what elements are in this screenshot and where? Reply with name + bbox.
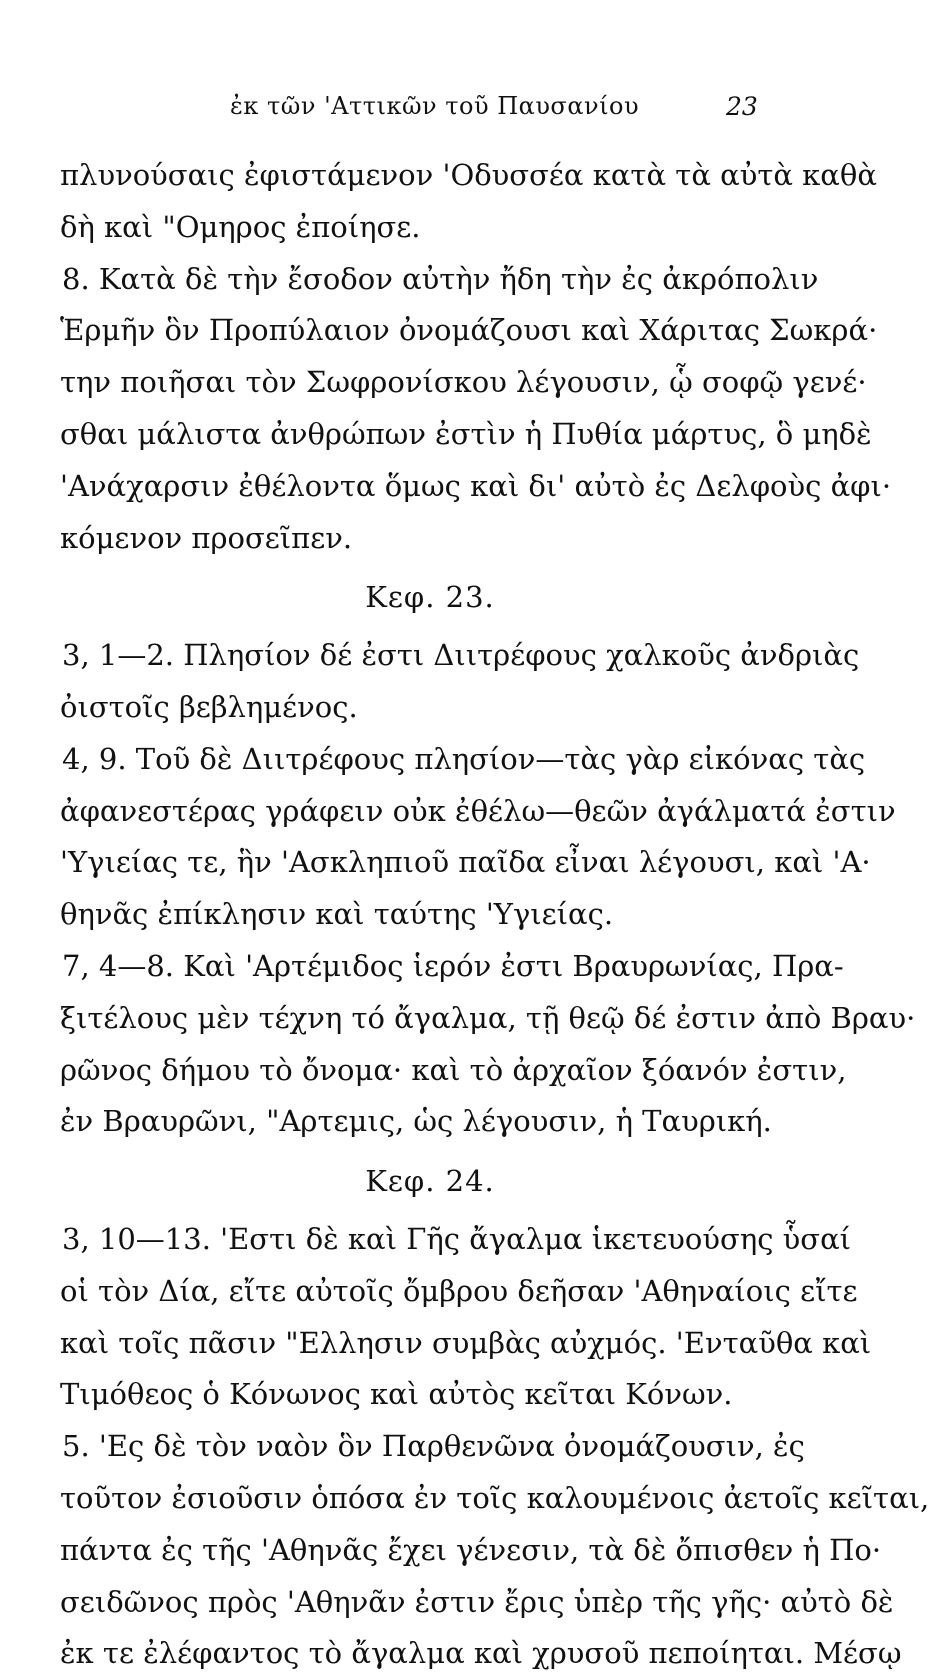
text-line: σειδῶνος πρὸς 'Αθηνᾶν ἐστιν ἔρις ὑπὲρ τῆς γῆς· αὐτὸ δὲ: [60, 1584, 894, 1619]
chapter-heading: Κεφ. 23.: [365, 580, 495, 615]
text-line: τοῦτον ἐσιοῦσιν ὁπόσα ἐν τοῖς καλουμένοις ἀετοῖς κεῖται,: [60, 1480, 929, 1515]
text-line: ἐκ τε ἐλέφαντος τὸ ἄγαλμα καὶ χρυσοῦ πεποίηται. Μέσῳ: [60, 1636, 902, 1671]
text-line: ρῶνος δήμου τὸ ὄνομα· καὶ τὸ ἀρχαῖον ξόανόν ἐστιν,: [60, 1052, 847, 1087]
text-line: Τιμόθεος ὁ Κόνωνος καὶ αὐτὸς κεῖται Κόνων.: [60, 1377, 733, 1412]
text-line: καὶ τοῖς πᾶσιν "Ελλησιν συμβὰς αὐχμός. 'Ενταῦθα καὶ: [60, 1325, 872, 1360]
text-line: ὀιστοῖς βεβλημένος.: [60, 689, 358, 724]
text-line: 8. Κατὰ δὲ τὴν ἔσοδον αὐτὴν ἤδη τὴν ἐς ἀκρόπολιν: [62, 261, 819, 296]
text-line: 3, 1—2. Πλησίον δέ ἐστι Διιτρέφους χαλκοῦς ἀνδριὰς: [62, 638, 860, 673]
text-line: 'Υγιείας τε, ἣν 'Ασκληπιοῦ παῖδα εἶναι λέγουσι, καὶ 'Α·: [60, 845, 871, 880]
text-line: δὴ καὶ "Ομηρος ἐποίησε.: [60, 209, 421, 244]
running-title: ἐκ τῶν 'Αττικῶν τοῦ Παυσανίου: [230, 92, 640, 120]
text-line: 5. 'Ες δὲ τὸν ναὸν ὃν Παρθενῶνα ὀνομάζουσιν, ἐς: [62, 1429, 805, 1464]
running-header: [0, 88, 901, 128]
text-line: ἐν Βραυρῶνι, "Αρτεμις, ὡς λέγουσιν, ἡ Ταυρική.: [60, 1104, 772, 1139]
text-line: 'Ανάχαρσιν ἐθέλοντα ὅμως καὶ δι' αὐτὸ ἐς Δελφοὺς ἀφι·: [60, 468, 892, 503]
text-line: πάντα ἐς τῆς 'Αθηνᾶς ἔχει γένεσιν, τὰ δὲ ὄπισθεν ἡ Πο·: [60, 1532, 882, 1567]
text-line: κόμενον προσεῖπεν.: [60, 520, 353, 555]
text-line: ξιτέλους μὲν τέχνη τό ἄγαλμα, τῇ θεῷ δέ ἐστιν ἀπὸ Βραυ·: [60, 1000, 916, 1035]
text-line: Ἑρμῆν ὃν Προπύλαιον ὀνομάζουσι καὶ Χάριτας Σωκρά·: [60, 313, 878, 348]
page-number: 23: [726, 92, 758, 121]
text-line: θηνᾶς ἐπίκλησιν καὶ ταύτης 'Υγιείας.: [60, 897, 614, 932]
text-line: 3, 10—13. 'Εστι δὲ καὶ Γῆς ἄγαλμα ἱκετευούσης ὗσαί: [62, 1221, 852, 1256]
text-line: ἀφανεστέρας γράφειν οὐκ ἐθέλω—θεῶν ἀγάλματά ἐστιν: [60, 793, 896, 828]
text-line: πλυνούσαις ἐφιστάμενον 'Οδυσσέα κατὰ τὰ αὐτὰ καθὰ: [60, 158, 877, 192]
text-line: την ποιῆσαι τὸν Σωφρονίσκου λέγουσιν, ᾧ σοφῷ γενέ·: [60, 365, 867, 400]
page-body: [60, 150, 929, 1680]
text-line: οἱ τὸν Δία, εἴτε αὐτοῖς ὄμβρου δεῆσαν 'Αθηναίοις εἴτε: [60, 1273, 858, 1308]
chapter-heading: Κεφ. 24.: [365, 1164, 495, 1199]
text-line: 7, 4—8. Καὶ 'Αρτέμιδος ἱερόν ἐστι Βραυρωνίας, Πρα-: [62, 948, 844, 983]
text-line: 4, 9. Τοῦ δὲ Διιτρέφους πλησίον—τὰς γὰρ εἰκόνας τὰς: [62, 741, 866, 776]
text-line: σθαι μάλιστα ἀνθρώπων ἐστὶν ἡ Πυθία μάρτυς, ὃ μηδὲ: [60, 416, 872, 451]
